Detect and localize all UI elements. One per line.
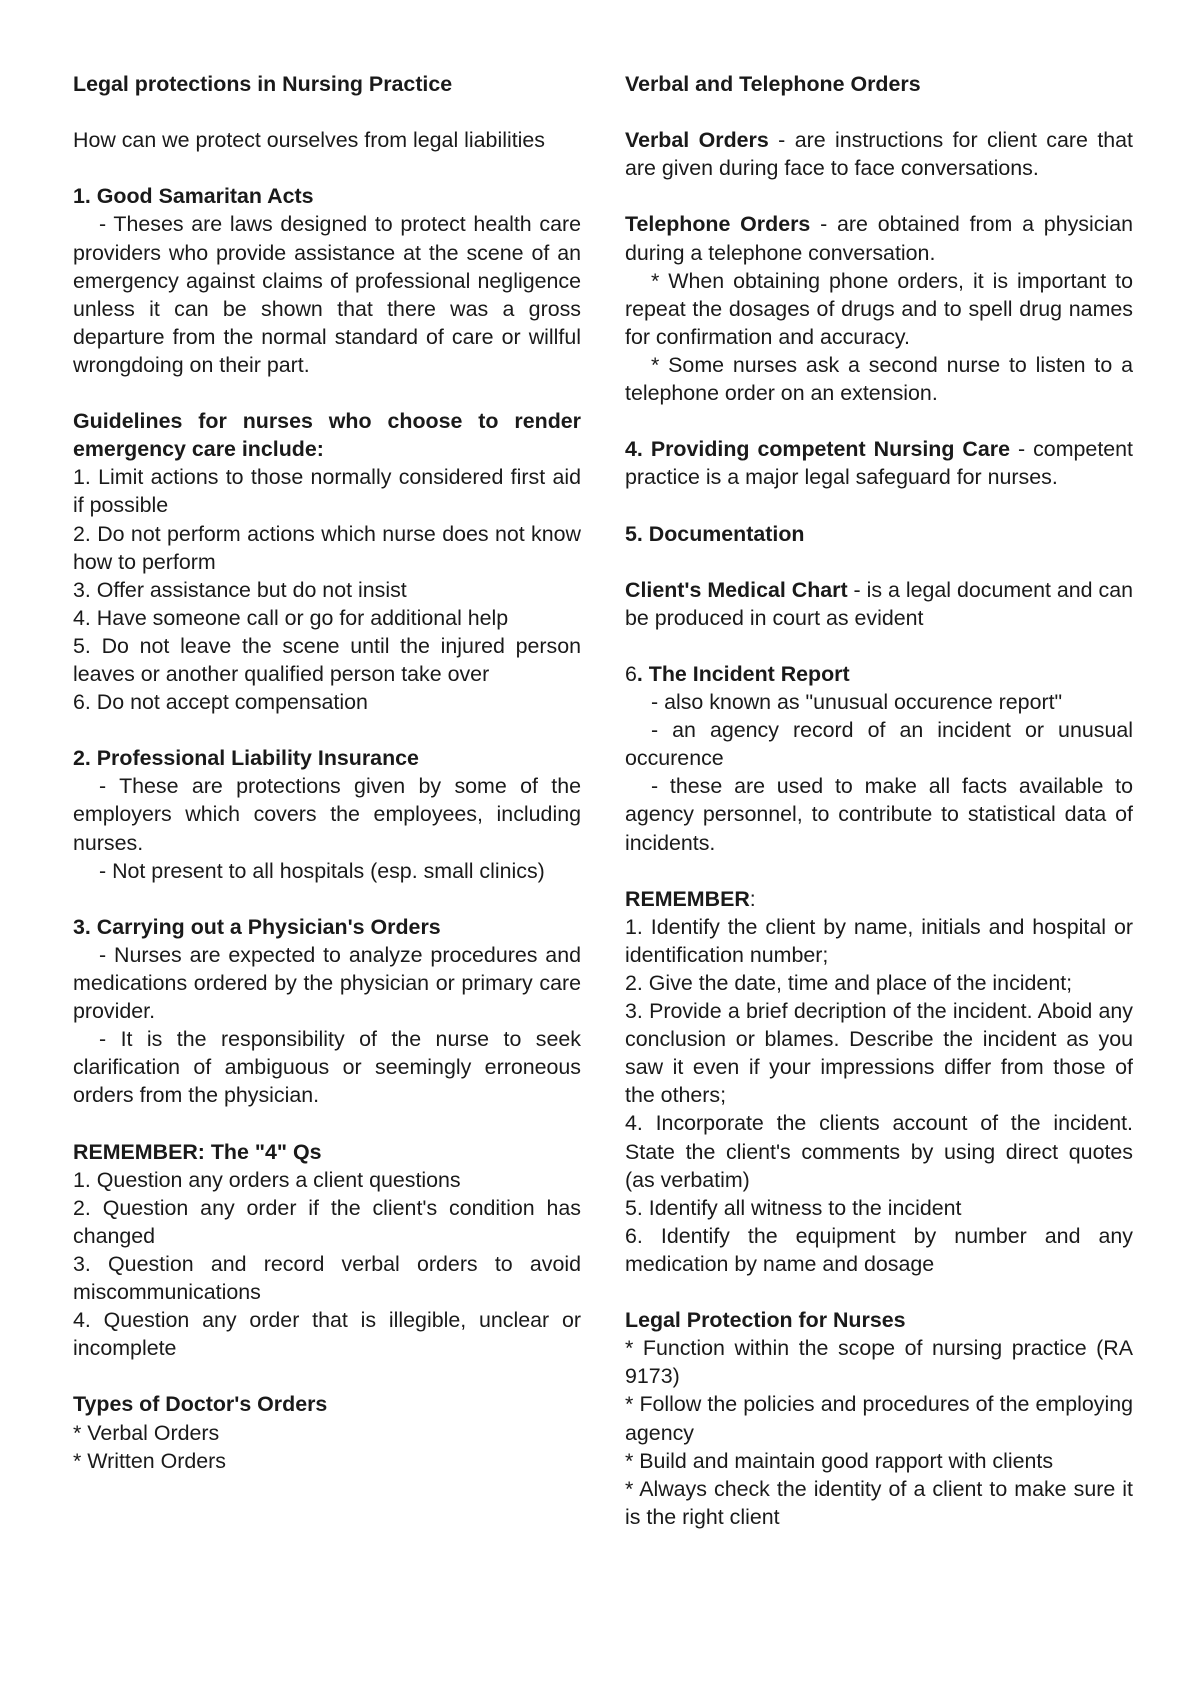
section-heading-verbal-telephone: Verbal and Telephone Orders <box>625 72 921 96</box>
definition-text: - are instructions for client care that are given during face to face conversations. <box>625 128 1133 181</box>
definition-text: - is a legal document and can be produced in court as evident <box>625 577 1133 630</box>
list-item: 4. Question any order that is illegible, unclear or incomplete <box>73 1308 581 1361</box>
guidelines-heading: Guidelines for nurses who choose to render emergency care include: <box>73 409 581 462</box>
list-item: * Verbal Orders <box>73 1420 220 1445</box>
left-column <box>73 70 581 1475</box>
right-column <box>625 70 1133 1531</box>
list-item: * Written Orders <box>73 1448 226 1473</box>
intro-text: How can we protect ourselves from legal liabilities <box>73 128 545 153</box>
list-item: 1. Limit actions to those normally considered first aid if possible <box>73 465 581 518</box>
paragraph <box>625 435 1133 491</box>
list-item: 4. Incorporate the clients account of the incident. State the client's comments by using direct quotes (as verbatim) <box>625 1111 1133 1192</box>
remember-4qs-heading: REMEMBER: The "4" Qs <box>73 1139 322 1164</box>
section-number: 6 <box>625 661 637 686</box>
remember-heading <box>625 885 1133 913</box>
types-of-orders-heading: Types of Doctor's Orders <box>73 1392 328 1417</box>
paragraph: - these are used to make all facts available to agency personnel, to contribute to statistical data of incidents. <box>625 774 1133 855</box>
section-heading-liability-insurance: 2. Professional Liability Insurance <box>73 746 419 771</box>
definition-text: - are obtained from a physician during a telephone conversation. <box>625 212 1133 265</box>
paragraph: - These are protections given by some of the employers which covers the employees, including nurses. <box>73 774 581 855</box>
paragraph: * Some nurses ask a second nurse to listen to a telephone order on an extension. <box>625 352 1133 406</box>
list-item: 5. Do not leave the scene until the injured person leaves or another qualified person take over <box>73 633 581 686</box>
list-item: 1. Question any orders a client questions <box>73 1167 461 1192</box>
list-item: 3. Offer assistance but do not insist <box>73 577 407 602</box>
document-title: Legal protections in Nursing Practice <box>73 72 453 96</box>
list-item: 2. Give the date, time and place of the incident; <box>625 971 1073 995</box>
list-item: 6. Identify the equipment by number and any medication by name and dosage <box>625 1223 1133 1276</box>
list-item: * Build and maintain good rapport with clients <box>625 1448 1054 1473</box>
remember-colon: : <box>749 886 756 911</box>
definition-text: - competent practice is a major legal safeguard for nurses. <box>625 437 1133 490</box>
paragraph: - Nurses are expected to analyze procedures and medications ordered by the physician or primary care provider. <box>73 942 581 1024</box>
section-heading-text: . The Incident Report <box>636 661 850 686</box>
list-item: 1. Identify the client by name, initials and hospital or identification number; <box>625 914 1133 967</box>
term-telephone-orders: Telephone Orders <box>625 212 811 237</box>
paragraph: - an agency record of an incident or unusual occurence <box>625 718 1133 771</box>
remember-label: REMEMBER <box>625 886 750 911</box>
list-item: 6. Do not accept compensation <box>73 690 368 715</box>
section-heading-physician-orders: 3. Carrying out a Physician's Orders <box>73 914 441 939</box>
paragraph: * When obtaining phone orders, it is important to repeat the dosages of drugs and to spell drug names for confirmation and accuracy. <box>625 268 1133 349</box>
list-item: 4. Have someone call or go for additional help <box>73 605 509 630</box>
list-item: 2. Question any order if the client's condition has changed <box>73 1195 581 1248</box>
paragraph: - also known as "unusual occurence report" <box>651 690 1063 715</box>
list-item: 3. Question and record verbal orders to avoid miscommunications <box>73 1251 581 1305</box>
list-item: 3. Provide a brief decription of the incident. Aboid any conclusion or blames. Describe the incident as you saw it even if your impressions differ from those of the others; <box>625 999 1133 1108</box>
term-medical-chart: Client's Medical Chart <box>625 577 848 602</box>
section-heading-incident-report <box>625 660 1133 688</box>
list-item: * Always check the identity of a client to make sure it is the right client <box>625 1476 1133 1529</box>
paragraph: - It is the responsibility of the nurse to seek clarification of ambiguous or seemingly erroneous orders from the physician. <box>73 1027 581 1108</box>
paragraph <box>625 210 1133 266</box>
section-heading-good-samaritan: 1. Good Samaritan Acts <box>73 184 314 209</box>
section-heading-competent-care: 4. Providing competent Nursing Care <box>625 437 1010 462</box>
section-heading-documentation: 5. Documentation <box>625 521 805 546</box>
list-item: * Function within the scope of nursing practice (RA 9173) <box>625 1336 1133 1389</box>
legal-protection-heading: Legal Protection for Nurses <box>625 1308 906 1333</box>
list-item: 5. Identify all witness to the incident <box>625 1195 962 1220</box>
list-item: 2. Do not perform actions which nurse does not know how to perform <box>73 521 581 574</box>
paragraph: - Not present to all hospitals (esp. small clinics) <box>99 858 545 883</box>
paragraph <box>625 576 1133 632</box>
list-item: * Follow the policies and procedures of the employing agency <box>625 1392 1133 1445</box>
paragraph <box>625 126 1133 182</box>
term-verbal-orders: Verbal Orders <box>625 128 769 153</box>
paragraph: - Theses are laws designed to protect health care providers who provide assistance at the scene of an emergency against claims of professional negligence unless it can be shown that there was a gross departure from the normal standard of care or willful wrongdoing on their part. <box>73 212 581 377</box>
